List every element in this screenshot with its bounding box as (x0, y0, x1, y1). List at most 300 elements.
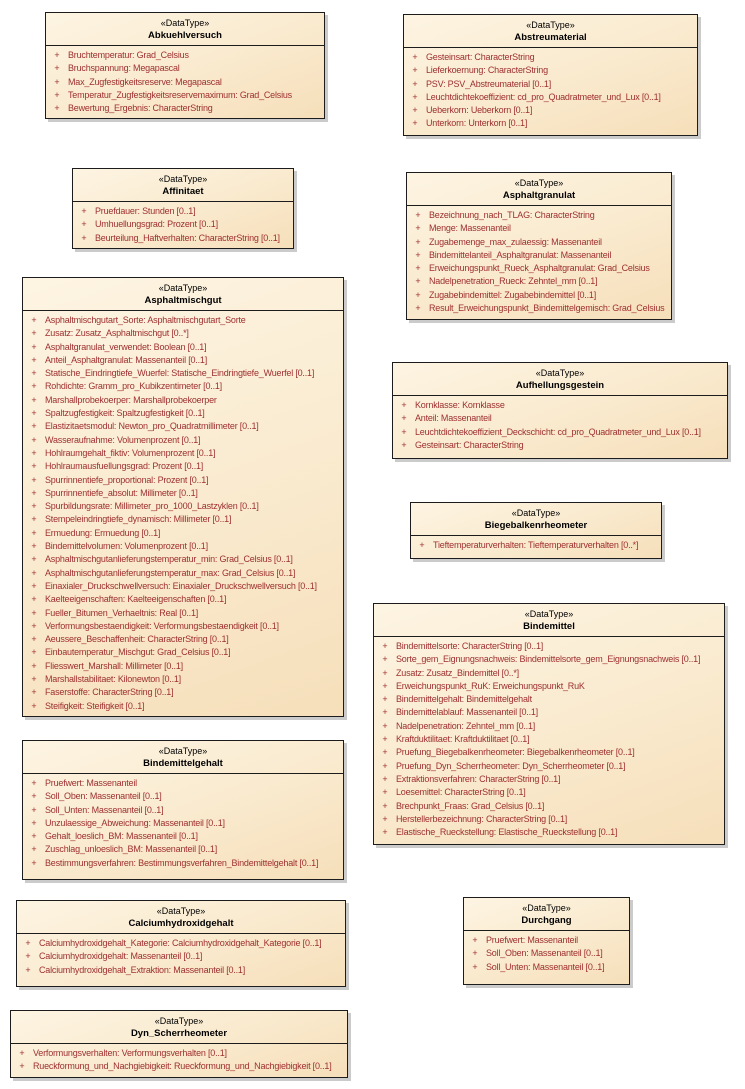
attribute-row (23, 407, 341, 420)
attribute-text: Pruefung_Biegebalkenrheometer: Biegebalkenrheometer [0..1] (396, 747, 635, 758)
attribute-text: Calciumhydroxidgehalt: Massenanteil [0..1] (39, 951, 203, 962)
attribute-row (17, 937, 343, 950)
visibility-public-symbol: + (415, 236, 421, 247)
attribute-row (404, 78, 695, 91)
visibility-public-symbol: + (415, 289, 421, 300)
visibility-public-symbol: + (54, 50, 60, 60)
attribute-text: Asphaltgranulat_verwendet: Boolean [0..1] (45, 341, 207, 352)
class-name-label: Abstreumaterial (514, 32, 587, 43)
attribute-text: Wasseraufnahme: Volumenprozent [0..1] (45, 434, 201, 445)
visibility-public-symbol: + (31, 368, 37, 379)
attribute-row (23, 354, 341, 367)
visibility-public-symbol: + (382, 667, 388, 678)
attribute-text: Marshallprobekoerper: Marshallprobekoerper (45, 394, 217, 405)
attribute-row (23, 460, 341, 473)
attribute-row (23, 527, 341, 540)
attribute-compartment (404, 48, 697, 134)
attribute-row (73, 205, 291, 218)
attribute-text: Max_Zugfestigkeitsreserve: Megapascal (68, 76, 222, 87)
visibility-public-symbol: + (25, 951, 31, 962)
attribute-text: Anteil: Massenanteil (415, 413, 492, 424)
attribute-row (374, 773, 722, 786)
attribute-compartment (73, 202, 293, 248)
visibility-public-symbol: + (31, 607, 37, 618)
class-box-abkuehlversuch[interactable] (45, 12, 325, 119)
attribute-row (23, 474, 341, 487)
stereotype-label: «DataType» (522, 903, 571, 913)
visibility-public-symbol: + (412, 65, 418, 76)
attribute-row (46, 76, 322, 89)
visibility-public-symbol: + (412, 118, 418, 129)
attribute-text: Elastizitaetsmodul: Newton_pro_Quadratmillimeter [0..1] (45, 421, 259, 432)
attribute-compartment (46, 46, 324, 118)
attribute-text: Zusatz: Zusatz_Asphaltmischgut [0..*] (45, 328, 189, 339)
attribute-text: Bindemittelgehalt: Bindemittelgehalt (396, 694, 532, 705)
attribute-row (374, 640, 722, 653)
attribute-text: Lieferkoernung: CharacterString (426, 65, 548, 76)
class-header (73, 169, 293, 202)
attribute-text: Bindemittelvolumen: Volumenprozent [0..1] (45, 541, 208, 552)
attribute-text: Bestimmungsverfahren: Bestimmungsverfahren_Bindemittelgehalt [0..1] (45, 857, 319, 868)
attribute-text: Ueberkorn: Ueberkorn [0..1] (426, 105, 533, 116)
visibility-public-symbol: + (472, 948, 478, 959)
visibility-public-symbol: + (382, 800, 388, 811)
class-header (404, 15, 697, 48)
visibility-public-symbol: + (401, 426, 407, 437)
attribute-row (23, 633, 341, 646)
attribute-text: Soll_Oben: Massenanteil [0..1] (45, 791, 162, 802)
class-name-label: Aufhellungsgestein (515, 380, 605, 391)
visibility-public-symbol: + (401, 400, 407, 410)
class-header (411, 503, 661, 536)
visibility-public-symbol: + (31, 315, 37, 325)
visibility-public-symbol: + (54, 89, 60, 100)
attribute-text: Marshallstabilitaet: Kilonewton [0..1] (45, 674, 181, 685)
attribute-text: Einbautemperatur_Mischgut: Grad_Celsius [0..1] (45, 647, 231, 658)
class-header (23, 278, 343, 311)
attribute-text: Kornklasse: Kornklasse (415, 400, 505, 410)
visibility-public-symbol: + (25, 964, 31, 975)
attribute-row (23, 843, 341, 856)
visibility-public-symbol: + (54, 103, 60, 114)
attribute-text: Bindemittelablauf: Massenanteil [0..1] (396, 707, 538, 718)
attribute-text: Statische_Eindringtiefe_Wuerfel: Statische_Eindringtiefe_Wuerfel [0..1] (45, 368, 315, 379)
attribute-row (23, 553, 341, 566)
visibility-public-symbol: + (81, 232, 87, 243)
class-name-label: Durchgang (521, 915, 572, 926)
stereotype-label: «DataType» (158, 174, 208, 184)
attribute-text: Zusatz: Zusatz_Bindemittel [0..*] (396, 667, 519, 678)
attribute-text: Kaelteeigenschaften: Kaelteeigenschaften [0..1] (45, 594, 227, 605)
attribute-text: Pruefung_Dyn_Scherrheometer: Dyn_Scherrheometer [0..1] (396, 760, 626, 771)
attribute-text: Bewertung_Ergebnis: CharacterString (68, 103, 213, 114)
attribute-text: Fueller_Bitumen_Verhaeltnis: Real [0..1] (45, 607, 199, 618)
visibility-public-symbol: + (31, 328, 37, 339)
class-box-calciumhydroxidgehalt[interactable] (16, 900, 346, 987)
class-name-label: Abkuehlversuch (148, 30, 222, 41)
class-header (23, 741, 343, 774)
attribute-row (23, 817, 341, 830)
attribute-row (407, 275, 669, 288)
visibility-public-symbol: + (382, 654, 388, 665)
attribute-text: Ermuedung: Ermuedung [0..1] (45, 527, 161, 538)
attribute-text: Leuchtdichtekoeffizient: cd_pro_Quadratmeter_und_Lux [0..1] (426, 91, 661, 102)
visibility-public-symbol: + (415, 263, 421, 274)
attribute-compartment (11, 1044, 347, 1077)
visibility-public-symbol: + (415, 303, 421, 314)
attribute-text: Spurrinnentiefe_absolut: Millimeter [0..1] (45, 487, 198, 498)
attribute-text: Bruchspannung: Megapascal (68, 63, 180, 74)
stereotype-label: «DataType» (514, 178, 564, 188)
attribute-row (374, 720, 722, 733)
attribute-row (374, 680, 722, 693)
class-header (17, 901, 345, 934)
attribute-row (23, 434, 341, 447)
attribute-row (374, 706, 722, 719)
attribute-row (464, 961, 627, 974)
attribute-text: Brechpunkt_Fraas: Grad_Celsius [0..1] (396, 800, 545, 811)
attribute-text: Soll_Oben: Massenanteil [0..1] (486, 948, 603, 959)
stereotype-label: «DataType» (524, 609, 574, 619)
attribute-text: Beurteilung_Haftverhalten: CharacterString [0..1] (95, 232, 280, 243)
attribute-compartment (411, 536, 661, 555)
attribute-text: Leuchtdichtekoeffizient_Deckschicht: cd_pro_Quadratmeter_und_Lux [0..1] (415, 426, 701, 437)
class-box-bindemittel[interactable] (373, 603, 725, 845)
visibility-public-symbol: + (31, 434, 37, 445)
attribute-row (23, 327, 341, 340)
visibility-public-symbol: + (401, 413, 407, 424)
visibility-public-symbol: + (31, 394, 37, 405)
visibility-public-symbol: + (19, 1061, 25, 1072)
attribute-text: Hohlraumausfuellungsgrad: Prozent [0..1] (45, 461, 204, 472)
attribute-row (23, 804, 341, 817)
visibility-public-symbol: + (81, 219, 87, 230)
attribute-text: Zugabemenge_max_zulaessig: Massenanteil (429, 236, 602, 247)
attribute-compartment (23, 311, 343, 716)
attribute-row (374, 786, 722, 799)
attribute-text: Spaltzugfestigkeit: Spaltzugfestigkeit [0..1] (45, 408, 205, 419)
visibility-public-symbol: + (31, 354, 37, 365)
attribute-row (407, 249, 669, 262)
visibility-public-symbol: + (472, 935, 478, 945)
visibility-public-symbol: + (382, 760, 388, 771)
class-header (464, 898, 629, 931)
attribute-row (73, 218, 291, 231)
class-box-abstreumaterial[interactable] (403, 14, 698, 136)
visibility-public-symbol: + (31, 844, 37, 855)
visibility-public-symbol: + (31, 647, 37, 658)
visibility-public-symbol: + (382, 734, 388, 745)
visibility-public-symbol: + (31, 487, 37, 498)
attribute-row (23, 367, 341, 380)
attribute-row (46, 49, 322, 62)
class-header (407, 173, 671, 206)
attribute-text: Erweichungspunkt_RuK: Erweichungspunkt_RuK (396, 680, 585, 691)
class-box-durchgang[interactable] (463, 897, 630, 985)
visibility-public-symbol: + (31, 620, 37, 631)
visibility-public-symbol: + (382, 641, 388, 651)
visibility-public-symbol: + (31, 474, 37, 485)
attribute-text: Verformungsverhalten: Verformungsverhalten [0..1] (33, 1048, 227, 1058)
attribute-row (404, 117, 695, 130)
attribute-row (374, 813, 722, 826)
attribute-text: Faserstoffe: CharacterString [0..1] (45, 687, 174, 698)
attribute-row (23, 700, 341, 713)
visibility-public-symbol: + (382, 720, 388, 731)
class-box-biegebalkenrheometer[interactable] (410, 502, 662, 559)
visibility-public-symbol: + (31, 674, 37, 685)
class-name-label: Calciumhydroxidgehalt (128, 918, 234, 929)
attribute-text: Kraftduktilitaet: Kraftduktilitaet [0..1] (396, 734, 530, 745)
attribute-row (17, 950, 343, 963)
attribute-text: Calciumhydroxidgehalt_Kategorie: Calciumhydroxidgehalt_Kategorie [0..1] (39, 938, 322, 948)
stereotype-label: «DataType» (158, 746, 208, 756)
attribute-text: Asphaltmischgutart_Sorte: Asphaltmischgutart_Sorte (45, 315, 246, 325)
attribute-text: Spurbildungsrate: Millimeter_pro_1000_Lastzyklen [0..1] (45, 501, 259, 512)
class-header (393, 363, 727, 396)
attribute-row (374, 760, 722, 773)
attribute-row (374, 800, 722, 813)
visibility-public-symbol: + (412, 91, 418, 102)
visibility-public-symbol: + (31, 421, 37, 432)
attribute-text: Nadelpenetration: Zehntel_mm [0..1] (396, 720, 536, 731)
attribute-row (23, 314, 341, 327)
attribute-row (23, 686, 341, 699)
attribute-row (407, 222, 669, 235)
attribute-row (23, 341, 341, 354)
attribute-text: Umhuellungsgrad: Prozent [0..1] (95, 219, 218, 230)
attribute-row (407, 302, 669, 315)
attribute-text: Unzulaessige_Abweichung: Massenanteil [0..1] (45, 817, 225, 828)
attribute-text: Unterkorn: Unterkorn [0..1] (426, 118, 528, 129)
attribute-row (23, 607, 341, 620)
attribute-row (23, 500, 341, 513)
class-box-affinitaet[interactable] (72, 168, 294, 249)
class-name-label: Affinitaet (162, 186, 204, 197)
visibility-public-symbol: + (31, 527, 37, 538)
attribute-text: Loesemittel: CharacterString [0..1] (396, 787, 526, 798)
attribute-text: Sorte_gem_Eignungsnachweis: Bindemittelsorte_gem_Eignungsnachweis [0..1] (396, 654, 701, 665)
class-box-dyn-scherrheometer[interactable] (10, 1010, 348, 1078)
visibility-public-symbol: + (31, 831, 37, 842)
attribute-text: Bruchtemperatur: Grad_Celsius (68, 50, 189, 60)
attribute-text: Nadelpenetration_Rueck: Zehntel_mm [0..1] (429, 276, 598, 287)
class-box-asphaltgranulat[interactable] (406, 172, 672, 320)
visibility-public-symbol: + (31, 580, 37, 591)
stereotype-label: «DataType» (535, 368, 585, 378)
attribute-text: Pruefdauer: Stunden [0..1] (95, 206, 196, 216)
attribute-text: Rohdichte: Gramm_pro_Kubikzentimeter [0..1] (45, 381, 222, 392)
attribute-compartment (407, 206, 671, 318)
attribute-row (23, 394, 341, 407)
attribute-text: PSV: PSV_Abstreumaterial [0..1] (426, 78, 552, 89)
attribute-text: Stempeleindringtiefe_dynamisch: Millimeter [0..1] (45, 514, 232, 525)
attribute-text: Fliesswert_Marshall: Millimeter [0..1] (45, 660, 183, 671)
class-box-aufhellungsgestein[interactable] (392, 362, 728, 459)
visibility-public-symbol: + (31, 791, 37, 802)
visibility-public-symbol: + (31, 778, 37, 788)
attribute-row (23, 513, 341, 526)
attribute-row (23, 857, 341, 870)
class-box-asphaltmischgut[interactable] (22, 277, 344, 717)
attribute-row (23, 380, 341, 393)
stereotype-label: «DataType» (526, 20, 575, 30)
attribute-text: Spurrinnentiefe_proportional: Prozent [0..1] (45, 474, 209, 485)
attribute-row (374, 826, 722, 839)
visibility-public-symbol: + (472, 961, 478, 972)
class-name-label: Bindemittel (523, 621, 575, 632)
visibility-public-symbol: + (31, 567, 37, 578)
visibility-public-symbol: + (19, 1048, 25, 1058)
visibility-public-symbol: + (31, 381, 37, 392)
visibility-public-symbol: + (382, 747, 388, 758)
attribute-row (23, 540, 341, 553)
class-name-label: Bindemittelgehalt (143, 758, 223, 769)
attribute-text: Herstellerbezeichnung: CharacterString [0..1] (396, 813, 568, 824)
attribute-row (407, 236, 669, 249)
visibility-public-symbol: + (81, 206, 87, 216)
attribute-row (374, 653, 722, 666)
attribute-row (407, 289, 669, 302)
attribute-text: Bindemittelsorte: CharacterString [0..1] (396, 641, 544, 651)
attribute-row (393, 399, 725, 412)
visibility-public-symbol: + (415, 223, 421, 234)
class-name-label: Asphaltmischgut (144, 295, 222, 306)
attribute-row (404, 51, 695, 64)
visibility-public-symbol: + (31, 541, 37, 552)
attribute-text: Elastische_Rueckstellung: Elastische_Rueckstellung [0..1] (396, 827, 618, 838)
attribute-row (374, 667, 722, 680)
visibility-public-symbol: + (382, 773, 388, 784)
visibility-public-symbol: + (382, 680, 388, 691)
attribute-row (23, 660, 341, 673)
attribute-row (23, 593, 341, 606)
class-header (374, 604, 724, 637)
attribute-row (393, 412, 725, 425)
visibility-public-symbol: + (412, 78, 418, 89)
attribute-row (46, 102, 322, 115)
visibility-public-symbol: + (401, 439, 407, 450)
visibility-public-symbol: + (31, 554, 37, 565)
attribute-compartment (17, 934, 345, 980)
attribute-row (23, 620, 341, 633)
visibility-public-symbol: + (415, 249, 421, 260)
class-header (11, 1011, 347, 1044)
attribute-row (11, 1060, 345, 1073)
visibility-public-symbol: + (31, 634, 37, 645)
class-name-label: Biegebalkenrheometer (484, 520, 588, 531)
attribute-row (46, 62, 322, 75)
attribute-text: Gesteinsart: CharacterString (426, 52, 535, 62)
attribute-compartment (374, 637, 724, 842)
attribute-row (374, 693, 722, 706)
attribute-compartment (23, 774, 343, 873)
attribute-text: Extraktionsverfahren: CharacterString [0..1] (396, 773, 561, 784)
visibility-public-symbol: + (31, 447, 37, 458)
visibility-public-symbol: + (382, 827, 388, 838)
attribute-row (23, 420, 341, 433)
attribute-row (23, 567, 341, 580)
attribute-text: Pruefwert: Massenanteil (486, 935, 578, 945)
attribute-row (23, 673, 341, 686)
attribute-row (23, 790, 341, 803)
visibility-public-symbol: + (31, 461, 37, 472)
visibility-public-symbol: + (31, 687, 37, 698)
visibility-public-symbol: + (412, 105, 418, 116)
attribute-row (17, 964, 343, 977)
visibility-public-symbol: + (415, 276, 421, 287)
visibility-public-symbol: + (54, 63, 60, 74)
attribute-text: Zuschlag_unloeslich_BM: Massenanteil [0..1] (45, 844, 217, 855)
stereotype-label: «DataType» (156, 906, 206, 916)
attribute-text: Gesteinsart: CharacterString (415, 439, 524, 450)
attribute-text: Aeussere_Beschaffenheit: CharacterString [0..1] (45, 634, 229, 645)
visibility-public-symbol: + (31, 857, 37, 868)
attribute-text: Verformungsbestaendigkeit: Verformungsbestaendigkeit [0..1] (45, 620, 279, 631)
attribute-row (374, 746, 722, 759)
attribute-row (374, 733, 722, 746)
stereotype-label: «DataType» (511, 508, 561, 518)
visibility-public-symbol: + (31, 817, 37, 828)
attribute-text: Tieftemperaturverhalten: Tieftemperaturverhalten [0..*] (433, 540, 639, 550)
attribute-text: Einaxialer_Druckschwellversuch: Einaxialer_Druckschwellversuch [0..1] (45, 580, 317, 591)
visibility-public-symbol: + (31, 700, 37, 711)
attribute-text: Pruefwert: Massenanteil (45, 778, 137, 788)
visibility-public-symbol: + (382, 707, 388, 718)
attribute-text: Gehalt_loeslich_BM: Massenanteil [0..1] (45, 831, 198, 842)
attribute-row (407, 209, 669, 222)
attribute-row (23, 487, 341, 500)
class-name-label: Dyn_Scherrheometer (130, 1028, 228, 1039)
attribute-text: Bindemittelanteil_Asphaltgranulat: Massenanteil (429, 249, 612, 260)
attribute-row (11, 1047, 345, 1060)
attribute-text: Hohlraumgehalt_fiktiv: Volumenprozent [0..1] (45, 447, 216, 458)
visibility-public-symbol: + (382, 813, 388, 824)
attribute-text: Anteil_Asphaltgranulat: Massenanteil [0..1] (45, 354, 208, 365)
visibility-public-symbol: + (415, 210, 421, 220)
attribute-text: Rueckformung_und_Nachgiebigkeit: Rueckformung_und_Nachgiebigkeit [0..1] (33, 1061, 332, 1072)
stereotype-label: «DataType» (154, 1016, 204, 1026)
attribute-text: Erweichungspunkt_Rueck_Asphaltgranulat: Grad_Celsius (429, 263, 650, 274)
attribute-text: Soll_Unten: Massenanteil [0..1] (486, 961, 605, 972)
attribute-text: Temperatur_Zugfestigkeitsreservemaximum: Grad_Celsius (68, 89, 292, 100)
visibility-public-symbol: + (31, 660, 37, 671)
visibility-public-symbol: + (31, 501, 37, 512)
attribute-row (23, 777, 341, 790)
visibility-public-symbol: + (31, 341, 37, 352)
attribute-row (411, 539, 659, 552)
attribute-text: Soll_Unten: Massenanteil [0..1] (45, 804, 164, 815)
class-box-bindemittelgehalt[interactable] (22, 740, 344, 880)
visibility-public-symbol: + (382, 787, 388, 798)
attribute-row (393, 439, 725, 452)
attribute-text: Bezeichnung_nach_TLAG: CharacterString (429, 210, 595, 220)
visibility-public-symbol: + (382, 694, 388, 705)
attribute-row (464, 934, 627, 947)
attribute-row (404, 104, 695, 117)
attribute-text: Result_Erweichungspunkt_Bindemittelgemisch: Grad_Celsius (429, 303, 665, 314)
visibility-public-symbol: + (54, 76, 60, 87)
class-name-label: Asphaltgranulat (502, 190, 576, 201)
visibility-public-symbol: + (31, 514, 37, 525)
attribute-row (23, 580, 341, 593)
attribute-row (404, 91, 695, 104)
attribute-text: Asphaltmischgutanlieferungstemperatur_min: Grad_Celsius [0..1] (45, 554, 293, 565)
visibility-public-symbol: + (419, 540, 425, 550)
stereotype-label: «DataType» (158, 283, 208, 293)
stereotype-label: «DataType» (160, 18, 210, 28)
attribute-text: Calciumhydroxidgehalt_Extraktion: Massenanteil [0..1] (39, 964, 246, 975)
